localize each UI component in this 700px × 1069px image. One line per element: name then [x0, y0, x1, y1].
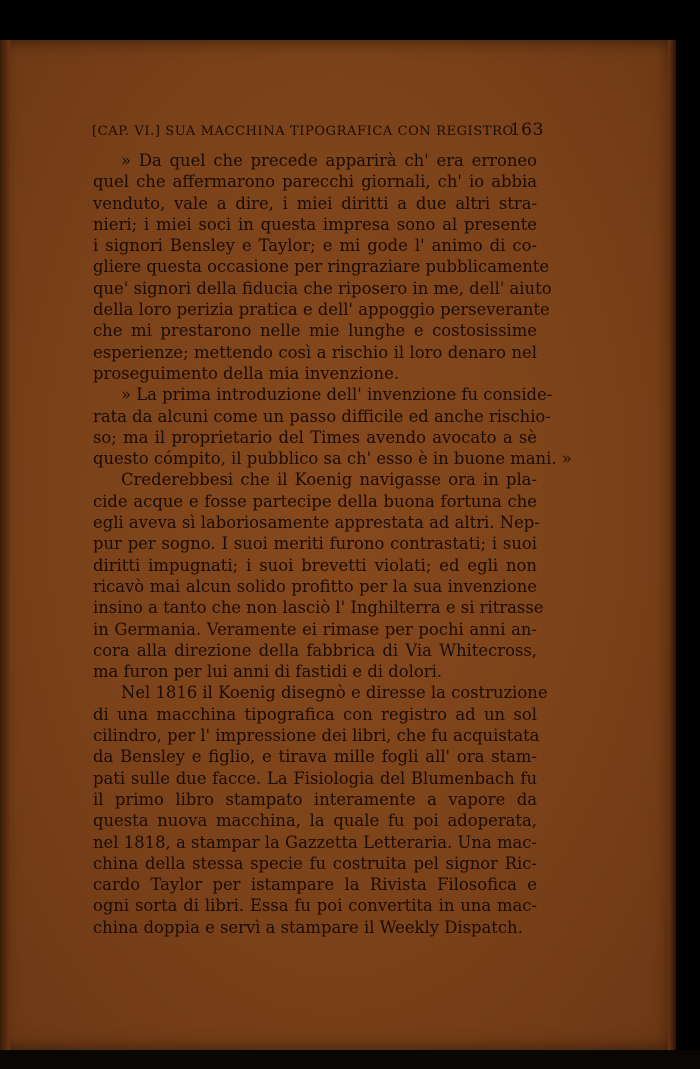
body-text	[93, 150, 572, 938]
text-line: egli aveva sì laboriosamente apprestata ad altri. Nep-	[93, 513, 540, 533]
scan-background-bottom	[0, 1050, 700, 1069]
page-right-edge	[668, 40, 676, 1050]
text-line: Crederebbesi che il Koenig navigasse ora in pla-	[121, 470, 537, 490]
text-line: quel che affermarono parecchi giornali, ch' io abbia	[93, 172, 537, 192]
page-number: 163	[509, 120, 544, 140]
text-line: pur per sogno. I suoi meriti furono contrastati; i suoi	[93, 534, 537, 554]
text-line: che mi prestarono nelle mie lunghe e costosissime	[93, 321, 537, 341]
page-header	[92, 120, 544, 144]
text-line: della loro perizia pratica e dell' appoggio perseverante	[93, 300, 550, 320]
text-line: da Bensley e figlio, e tirava mille fogli all' ora stam-	[93, 747, 537, 767]
text-line: gliere questa occasione per ringraziare pubblicamente	[93, 257, 550, 277]
text-line: china della stessa specie fu costruita pel signor Ric-	[93, 853, 537, 873]
text-line: nel 1818, a stampar la Gazzetta Letteraria. Una mac-	[93, 832, 537, 852]
text-line: rata da alcuni come un passo difficile ed anche rischio-	[93, 406, 551, 426]
scan-background-top	[0, 0, 700, 42]
text-line: cide acque e fosse partecipe della buona fortuna che	[93, 491, 537, 511]
page-left-edge	[0, 40, 10, 1050]
text-line: il primo libro stampato interamente a vapore da	[93, 789, 537, 809]
text-line: di una macchina tipografica con registro ad un sol	[93, 704, 537, 724]
text-line: in Germania. Veramente ei rimase per pochi anni an-	[93, 619, 537, 639]
running-head: [CAP. VI.] SUA MACCHINA TIPOGRAFICA CON REGISTRO.	[92, 124, 518, 139]
text-line: nieri; i miei soci in questa impresa sono al presente	[93, 214, 537, 234]
text-line: pati sulle due facce. La Fisiologia del Blumenbach fu	[93, 768, 537, 788]
text-line: cilindro, per l' impressione dei libri, che fu acquistata	[93, 726, 540, 746]
text-line: ma furon per lui anni di fastidi e di dolori.	[93, 662, 443, 682]
text-line: questo cómpito, il pubblico sa ch' esso è in buone mani. »	[93, 449, 572, 469]
text-line: i signori Bensley e Taylor; e mi gode l' animo di co-	[93, 236, 537, 256]
text-line: esperienze; mettendo così a rischio il loro denaro nel	[93, 342, 537, 362]
text-line: cardo Taylor per istampare la Rivista Filosofica e	[93, 875, 537, 895]
text-line: diritti impugnati; i suoi brevetti violati; ed egli non	[93, 555, 537, 575]
text-line: » Da quel che precede apparirà ch' era erroneo	[121, 151, 537, 170]
text-line: insino a tanto che non lasciò l' Inghilterra e si ritrasse	[93, 598, 544, 618]
text-line: questa nuova macchina, la quale fu poi adoperata,	[93, 811, 537, 831]
text-line: ogni sorta di libri. Essa fu poi convertita in una mac-	[93, 896, 537, 916]
text-line: cora alla direzione della fabbrica di Via Whitecross,	[93, 640, 537, 660]
text-line: china doppia e servì a stampare il Weekly Dispatch.	[93, 917, 523, 937]
text-line: venduto, vale a dire, i miei diritti a due altri stra-	[93, 193, 537, 213]
text-line: so; ma il proprietario del Times avendo avocato a sè	[93, 427, 537, 447]
text-line: » La prima introduzione dell' invenzione fu conside-	[121, 385, 553, 405]
text-line: ricavò mai alcun solido profitto per la sua invenzione	[93, 576, 537, 596]
text-line: proseguimento della mia invenzione.	[93, 363, 400, 383]
text-line: que' signori della fiducia che riposero in me, dell' aiuto	[93, 278, 552, 298]
text-line: Nel 1816 il Koenig disegnò e diresse la costruzione	[121, 683, 548, 703]
